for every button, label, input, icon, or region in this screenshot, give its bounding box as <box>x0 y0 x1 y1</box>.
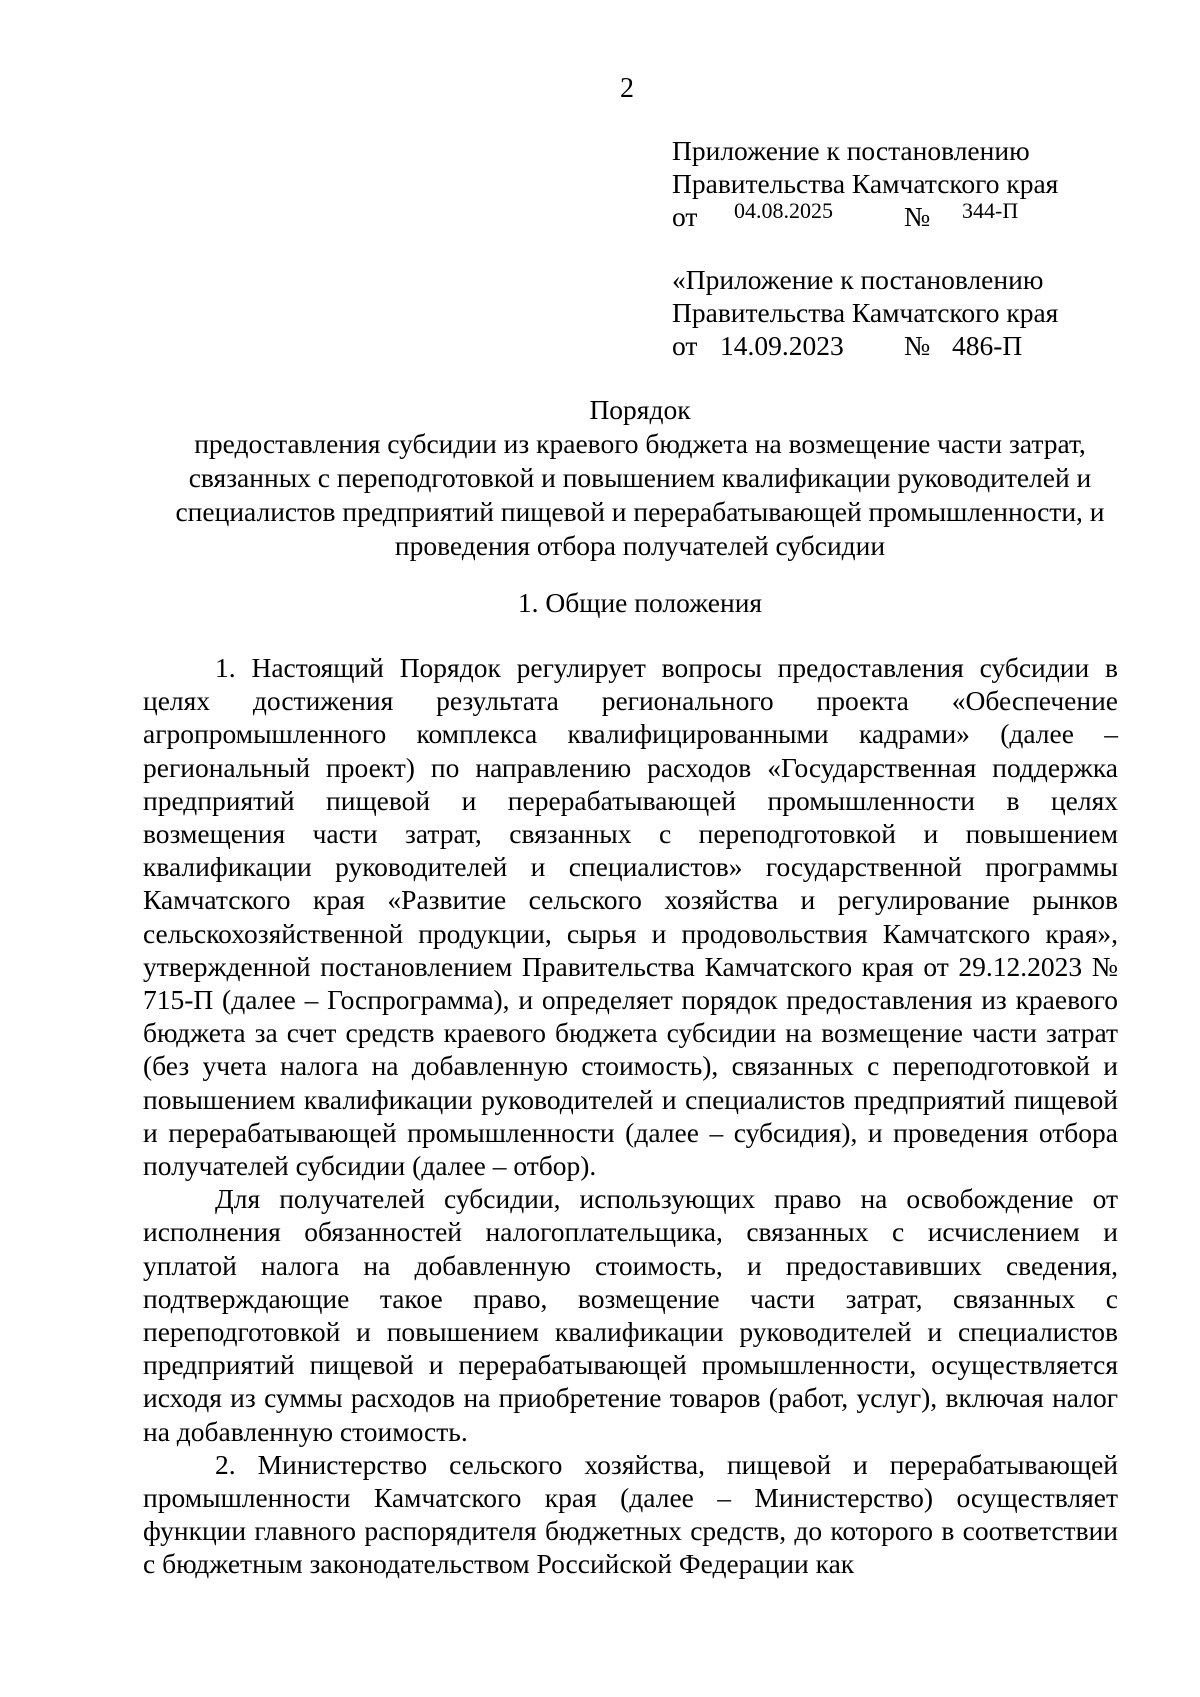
appendix-line-2: Правительства Камчатского края <box>672 297 1059 328</box>
title-line: проведения отбора получателей субсидии <box>394 530 886 561</box>
appendix-prior-decree <box>672 263 1152 363</box>
number-sign: № <box>904 201 931 232</box>
decree-date: 04.08.2025 <box>734 198 833 223</box>
appendix-line-2: Правительства Камчатского края <box>672 168 1059 199</box>
date-prefix: от <box>672 330 698 361</box>
appendix-date-row <box>672 200 1152 234</box>
appendix-line-1: «Приложение к постановлению <box>672 264 1044 295</box>
title-line: связанных с переподготовкой и повышением квалификации руководителей и <box>188 462 1092 493</box>
appendix-current-decree <box>672 134 1152 234</box>
decree-number: 486-П <box>952 330 1023 361</box>
paragraph: 2. Министерство сельского хозяйства, пищевой и перерабатывающей промышленности Камчатского края (далее – Министерство) осуществляет функции главного распорядителя бюджетных средств, до которого в соответствии с бюджетным законодательством Российской Федерации как <box>143 1448 1118 1580</box>
title-line: предоставления субсидии из краевого бюджета на возмещение части затрат, <box>194 428 1086 459</box>
appendix-line-1: Приложение к постановлению <box>672 135 1030 166</box>
appendix-date-row <box>672 329 1152 363</box>
document-title <box>140 393 1140 563</box>
document-body <box>143 651 1118 1581</box>
section-heading: 1. Общие положения <box>517 587 763 618</box>
decree-number: 344-П <box>962 198 1019 223</box>
page-number: 2 <box>620 73 634 104</box>
paragraph: Для получателей субсидии, использующих право на освобождение от исполнения обязанностей налогоплательщика, связанных с исчислением и уплатой налога на добавленную стоимость, и предоставивших сведения, подтверждающие такое право, возмещение части затрат, связанных с переподготовкой и повышением квалификации руководителей и специалистов предприятий пищевой и перерабатывающей промышленности, осуществляется исходя из суммы расходов на приобретение товаров (работ, услуг), включая налог на добавленную стоимость. <box>143 1183 1118 1447</box>
title-heading: Порядок <box>589 394 691 425</box>
decree-date: 14.09.2023 <box>720 330 844 361</box>
number-sign: № <box>904 330 931 361</box>
title-line: специалистов предприятий пищевой и перерабатывающей промышленности, и <box>175 496 1105 527</box>
date-prefix: от <box>672 201 698 232</box>
paragraph: 1. Настоящий Порядок регулирует вопросы предоставления субсидии в целях достижения результата регионального проекта «Обеспечение агропромышленного комплекса квалифицированными кадрами» (далее – региональный проект) по направлению расходов «Государственная поддержка предприятий пищевой и перерабатывающей промышленности в целях возмещения части затрат, связанных с переподготовкой и повышением квалификации руководителей и специалистов» государственной программы Камчатского края «Развитие сельского хозяйства и регулирование рынков сельскохозяйственной продукции, сырья и продовольствия Камчатского края», утвержденной постановлением Правительства Камчатского края от 29.12.2023 № 715-П (далее – Госпрограмма), и определяет порядок предоставления из краевого бюджета за счет средств краевого бюджета субсидии на возмещение части затрат (без учета налога на добавленную стоимость), связанных с переподготовкой и повышением квалификации руководителей и специалистов предприятий пищевой и перерабатывающей промышленности (далее – субсидия), и проведения отбора получателей субсидии (далее – отбор). <box>143 652 1118 1182</box>
